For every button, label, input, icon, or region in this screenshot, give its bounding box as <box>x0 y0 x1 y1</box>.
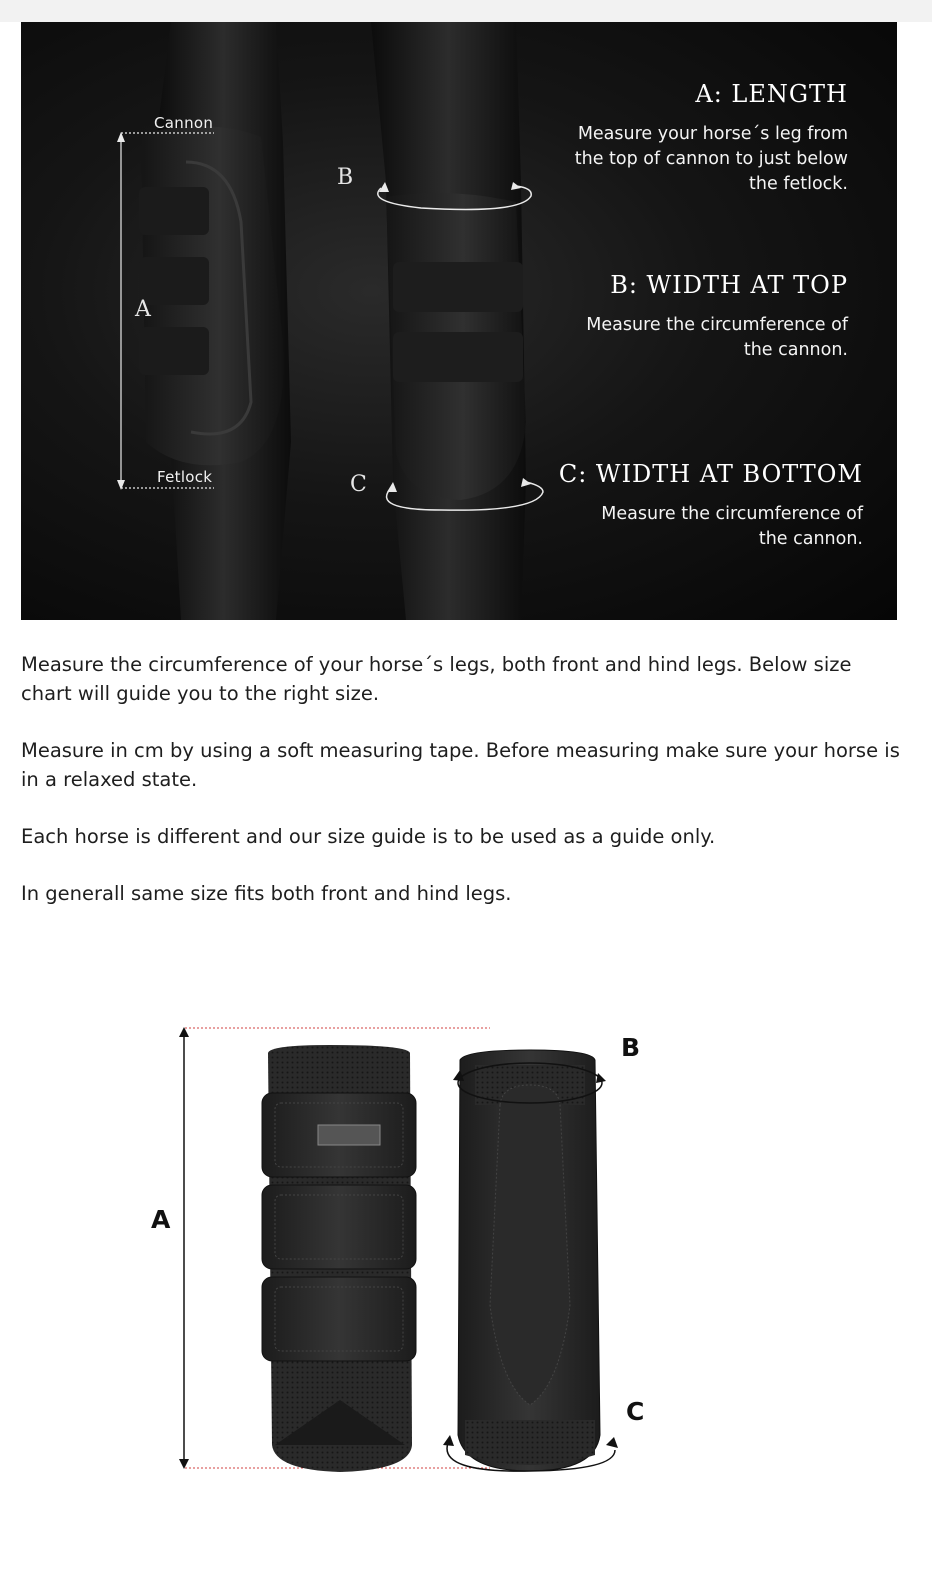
info-width-bottom-text: Measure the circumference of the cannon. <box>601 504 863 549</box>
guide-paragraph: In generall same size fits both front and hind legs. <box>21 882 512 905</box>
guide-paragraph: Measure the circumference of your horse´s legs, both front and hind legs. Below size chart will guide you to the right size. <box>21 653 852 705</box>
diagram-letter-c: C <box>626 1397 645 1426</box>
info-width-top-title: B: WIDTH AT TOP <box>610 271 848 299</box>
size-guide-text <box>21 650 906 936</box>
boot-measurement-diagram <box>130 1025 670 1495</box>
guide-paragraph: Each horse is different and our size guide is to be used as a guide only. <box>21 825 716 848</box>
info-width-top-text: Measure the circumference of the cannon. <box>586 315 848 360</box>
info-width-top <box>586 271 848 363</box>
info-length-text: Measure your horse´s leg from the top of cannon to just below the fetlock. <box>574 124 848 194</box>
info-length <box>575 80 848 197</box>
diagram-letter-a: A <box>151 1205 171 1234</box>
photo-letter-b: B <box>337 165 354 190</box>
info-length-title: A: LENGTH <box>695 80 848 108</box>
fetlock-label: Fetlock <box>157 468 213 486</box>
top-strip <box>0 0 932 22</box>
info-width-bottom <box>559 460 863 552</box>
measurement-photo-panel <box>21 22 897 620</box>
photo-letter-c: C <box>350 472 367 497</box>
guide-paragraph: Measure in cm by using a soft measuring tape. Before measuring make sure your horse is in a relaxed state. <box>21 739 900 791</box>
diagram-letter-b: B <box>621 1033 641 1062</box>
cannon-label: Cannon <box>154 114 214 132</box>
boot-diagram-illustration <box>130 1025 670 1495</box>
info-width-bottom-title: C: WIDTH AT BOTTOM <box>558 460 863 488</box>
photo-letter-a: A <box>135 297 151 322</box>
